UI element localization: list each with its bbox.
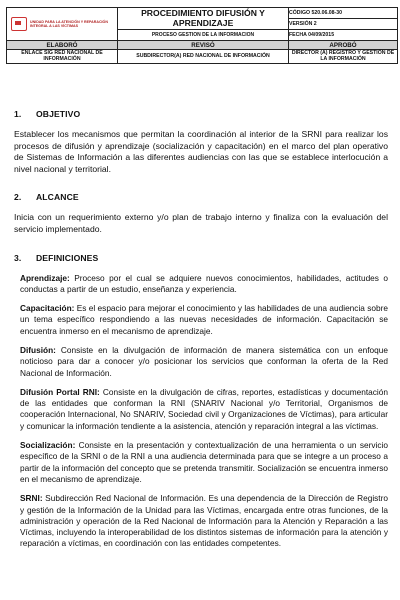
elaboro-label: ELABORÓ <box>7 41 118 50</box>
document-date: FECHA 04/09/2015 <box>289 30 398 41</box>
logo-text: UNIDAD PARA LA ATENCIÓN Y REPARACIÓN INTEGRAL A LAS VÍCTIMAS <box>30 19 108 28</box>
definition-term: Socialización: <box>20 440 76 451</box>
definition-text: Consiste en la presentación y contextualización de una herramienta o un servicio específico de la SRNI o de la RNI a una audiencia determinada para que se integre a un proceso a partir de la información del concepto que se pretenda transmitir. Socialización se encuentra inmerso en el mecanismo de aprendizaje. <box>20 440 388 484</box>
reviso-value: SUBDIRECTOR(A) RED NACIONAL DE INFORMACIÓN <box>118 50 289 64</box>
section-number: 1. <box>14 109 22 119</box>
institution-logo <box>7 9 117 39</box>
definition-item <box>14 440 388 485</box>
definition-term: Difusión: <box>20 345 56 356</box>
definition-item <box>14 387 388 432</box>
document-version: VERSIÓN 2 <box>289 19 398 30</box>
reviso-label: REVISÓ <box>118 41 289 50</box>
document-body <box>14 100 388 558</box>
section-title: DEFINICIONES <box>36 252 99 263</box>
aprobo-value: DIRECTOR (A) REGISTRO Y GESTIÓN DE LA INFORMACIÓN <box>289 50 398 64</box>
seal-icon <box>11 17 27 31</box>
process-name: PROCESO GESTION DE LA INFORMACION <box>118 30 289 41</box>
definition-item <box>14 273 388 295</box>
document-code: CÓDIGO 520.06.08-30 <box>289 8 398 19</box>
section-number: 3. <box>14 252 22 263</box>
section-heading-alcance <box>14 192 388 202</box>
definition-text: Proceso por el cual se adquiere nuevos conocimientos, habilidades, actitudes o conductas a partir de un estudio, enseñanza y experiencia. <box>20 272 388 294</box>
section-heading-objetivo <box>14 109 388 119</box>
objetivo-paragraph: Establecer los mecanismos que permitan la coordinación al interior de la SRNI para realizar los procesos de difusión y aprendizaje (socialización y capacitación) en el marco del plan operativo de Sistemas de Información a las diferentes audiencias con las que se establece interlocución a nivel nacional y territorial. <box>14 129 388 174</box>
aprobo-label: APROBÓ <box>289 41 398 50</box>
definition-text: Consiste en la divulgación de cifras, reportes, estadísticas y documentación de las entidades que conforman la RNI (SNARIV Nacional y/o Territorial, Organismos de cooperación Internacional, No SNARIV, Sociedad civil y Organizaciones de Víctimas), para articular y comunicar la información tendiente a la asistencia, atención y reparación integral a las víctimas. <box>20 387 389 431</box>
definition-term: Difusión Portal RNI: <box>20 387 100 398</box>
definition-item <box>14 345 388 379</box>
document-title: PROCEDIMIENTO DIFUSIÓN Y APRENDIZAJE <box>118 8 289 30</box>
definition-text: Consiste en la divulgación de información de manera sistemática con un enfoque noticioso para dar a conocer y/o posicionar los servicios que conforman la oferta de la Red Nacional de Información. <box>20 345 388 378</box>
definition-term: SRNI: <box>20 493 43 504</box>
definition-item <box>14 493 388 549</box>
definition-text: Subdirección Red Nacional de Información. Es una dependencia de la Dirección de Registro y gestión de la Información de la Unidad para las Víctimas, encargada entre otras funciones, de la administración y operación de la Red Nacional de Información para la Atención y Reparación a las Víctimas, incluyendo la interoperabilidad de los distintos sistemas de información para la atención y reparación a víctimas, en coordinación con las entidades competentes. <box>20 493 388 549</box>
definition-text: Es el espacio para mejorar el conocimiento y las habilidades de una audiencia sobre un tema específico respondiendo a las nuevas necesidades de información. Capacitación se encuentra inmerso en el mecanismo de aprendizaje. <box>20 303 388 336</box>
definition-item <box>14 303 388 337</box>
section-heading-definiciones <box>14 253 388 263</box>
elaboro-value: ENLACE SIG RED NACIONAL DE INFORMACIÓN <box>7 50 118 64</box>
logo-cell <box>7 8 118 41</box>
section-title: ALCANCE <box>36 192 79 203</box>
definition-term: Capacitación: <box>20 303 75 314</box>
section-title: OBJETIVO <box>36 109 81 119</box>
alcance-paragraph: Inicia con un requerimiento externo y/o plan de trabajo interno y finaliza con la evaluación del servicio implementado. <box>14 212 388 234</box>
section-number: 2. <box>14 192 22 203</box>
definition-term: Aprendizaje: <box>20 272 70 283</box>
document-header-table <box>6 7 398 64</box>
